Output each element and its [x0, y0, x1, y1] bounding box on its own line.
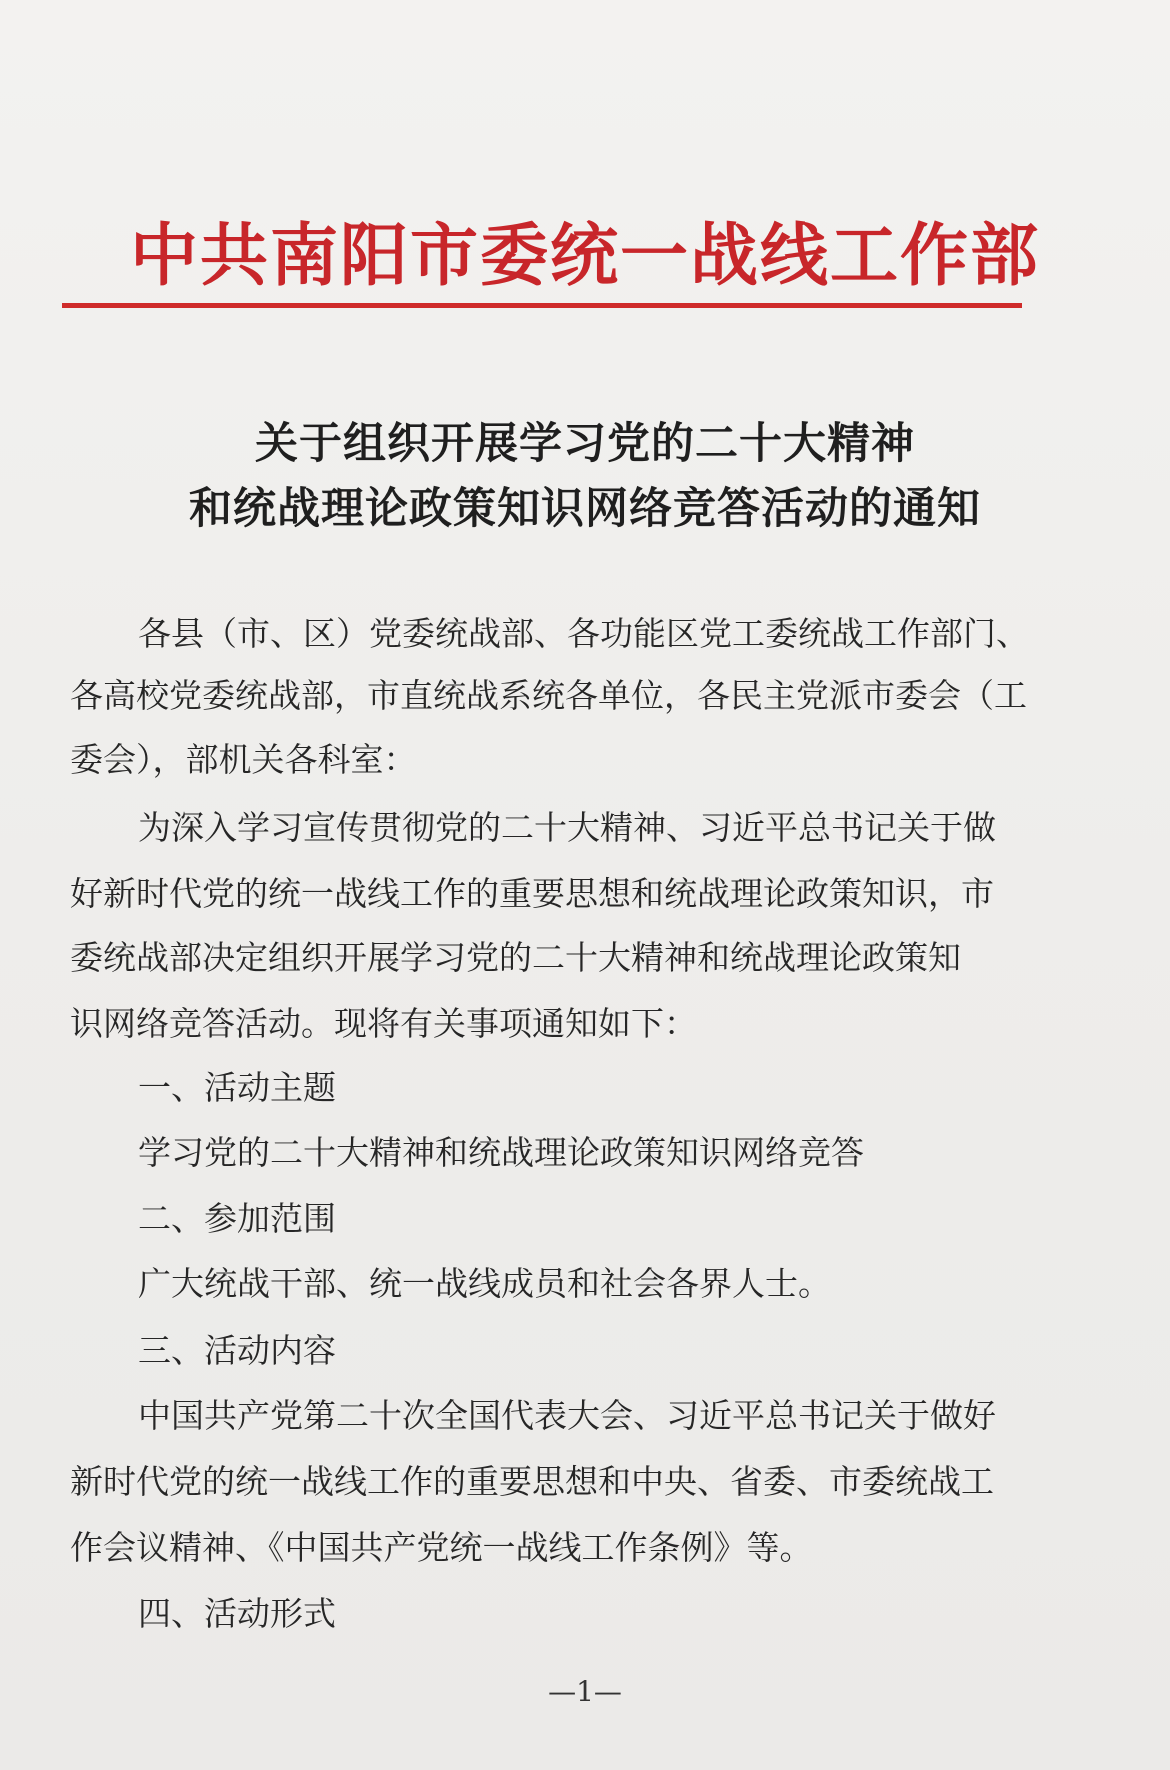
page-number: —1— [548, 1675, 622, 1708]
section-2-heading: 二、参加范围 [138, 1199, 336, 1238]
recipients-line-2: 各高校党委统战部，市直统战系统各单位，各民主党派市委会（工 [70, 676, 1027, 715]
section-1-body: 学习党的二十大精神和统战理论政策知识网络竞答 [138, 1133, 864, 1172]
recipients-line-3: 委会），部机关各科室： [70, 740, 417, 779]
section-3-body-line-1: 中国共产党第二十次全国代表大会、习近平总书记关于做好 [138, 1396, 996, 1435]
section-3-body-line-3: 作会议精神、《中国共产党统一战线工作条例》等。 [70, 1528, 813, 1567]
intro-line-1: 为深入学习宣传贯彻党的二十大精神、习近平总书记关于做 [138, 808, 996, 847]
intro-line-3: 委统战部决定组织开展学习党的二十大精神和统战理论政策知 [70, 938, 961, 977]
section-3-heading: 三、活动内容 [138, 1331, 336, 1370]
recipients-line-1: 各县（市、区）党委统战部、各功能区党工委统战工作部门、 [138, 614, 1029, 653]
section-3-body-line-2: 新时代党的统一战线工作的重要思想和中央、省委、市委统战工 [70, 1462, 994, 1501]
section-2-body: 广大统战干部、统一战线成员和社会各界人士。 [138, 1264, 831, 1303]
section-1-heading: 一、活动主题 [138, 1068, 336, 1107]
document-title-line-1: 关于组织开展学习党的二十大精神 [255, 419, 915, 469]
document-title-line-2: 和统战理论政策知识网络竞答活动的通知 [189, 484, 981, 534]
intro-line-4: 识网络竞答活动。现将有关事项通知如下： [70, 1004, 697, 1043]
letterhead-red-rule [62, 303, 1022, 308]
intro-line-2: 好新时代党的统一战线工作的重要思想和统战理论政策知识，市 [70, 874, 994, 913]
section-4-heading: 四、活动形式 [138, 1594, 336, 1633]
letterhead-organization: 中共南阳市委统一战线工作部 [129, 217, 1040, 296]
